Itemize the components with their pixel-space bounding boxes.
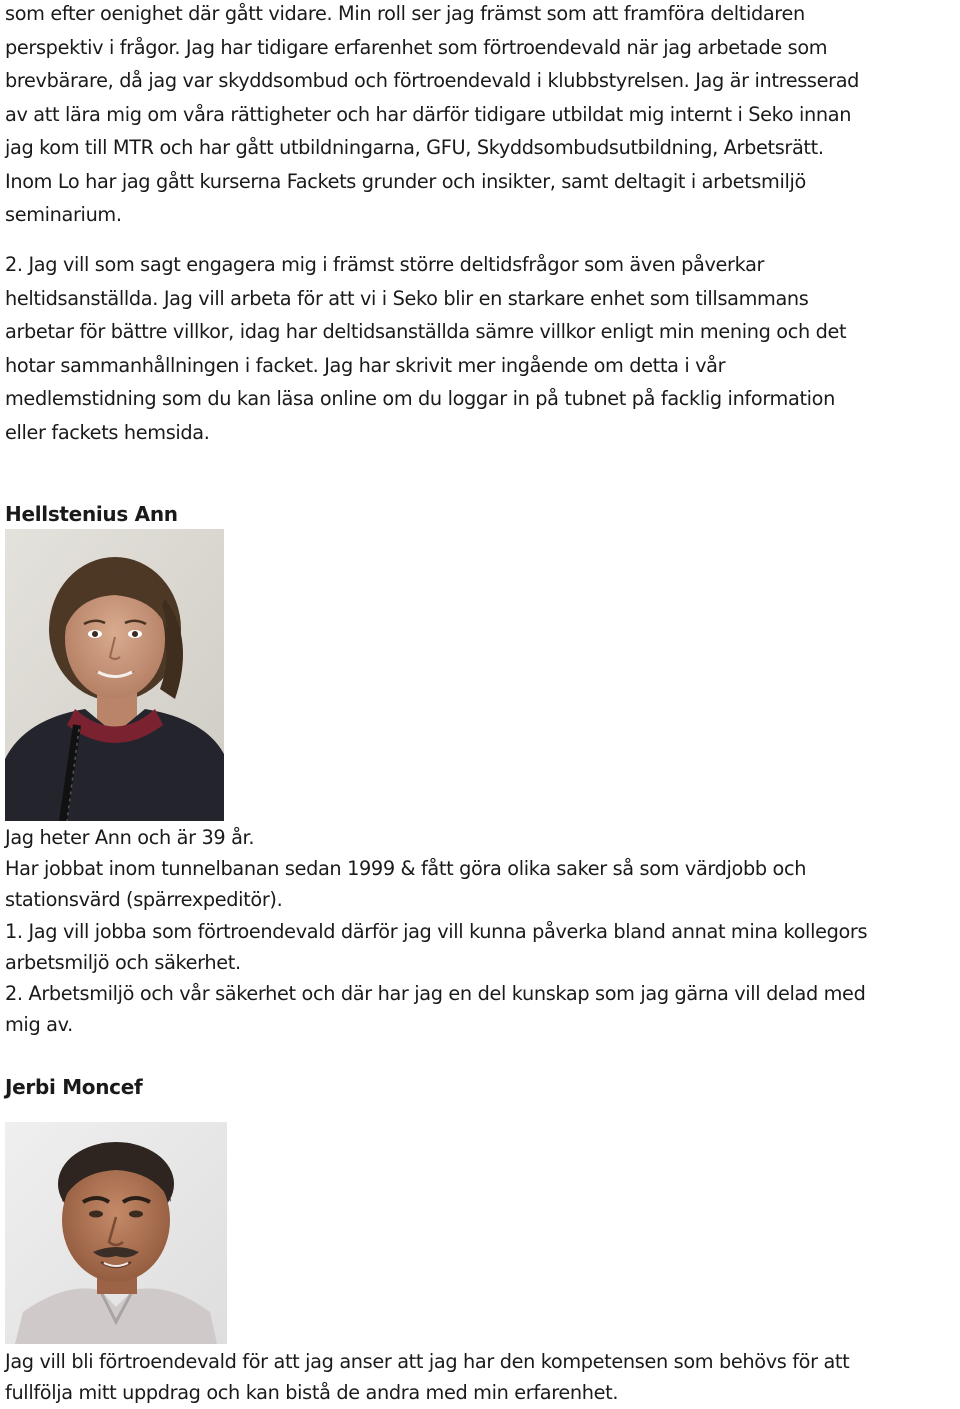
text-line: heltidsanställda. Jag vill arbeta för att vi i Seko blir en starkare enhet som tillsammans	[5, 286, 809, 310]
text-line: Inom Lo har jag gått kurserna Fackets grunder och insikter, samt deltagit i arbetsmiljö	[5, 169, 806, 193]
text-line: jag kom till MTR och har gått utbildningarna, GFU, Skyddsombudsutbildning, Arbetsrätt.	[5, 136, 824, 159]
text-line: perspektiv i frågor. Jag har tidigare erfarenhet som förtroendevald när jag arbetade som	[5, 35, 828, 59]
intro-paragraph	[5, 0, 957, 232]
text-line: av att lära mig om våra rättigheter och har därför tidigare utbildat mig internt i Seko innan	[5, 102, 852, 126]
answer-2-paragraph	[5, 248, 957, 449]
text-line: arbetsmiljö och säkerhet.	[5, 950, 241, 974]
portrait-woman-image	[5, 529, 224, 821]
text-line: Jag vill bli förtroendevald för att jag anser att jag har den kompetensen som behövs för att	[5, 1350, 850, 1373]
candidate-2-text	[5, 1346, 957, 1408]
text-line: eller fackets hemsida.	[5, 420, 210, 444]
text-line: som efter oenighet där gått vidare. Min roll ser jag främst som att framföra deltidaren	[5, 2, 805, 25]
text-line: mig av.	[5, 1013, 73, 1037]
text-line: stationsvärd (spärrexpeditör).	[5, 888, 283, 912]
candidate-1-text	[5, 822, 957, 1040]
text-line: seminarium.	[5, 203, 122, 226]
text-line: brevbärare, då jag var skyddsombud och förtroendevald i klubbstyrelsen. Jag är intresserad	[5, 69, 860, 92]
text-line: 2. Arbetsmiljö och vår säkerhet och där har jag en del kunskap som jag gärna vill delad med	[5, 982, 866, 1006]
text-line: hotar sammanhållningen i facket. Jag har skrivit mer ingående om detta i vår	[5, 353, 726, 377]
text-line: Jag heter Ann och är 39 år.	[5, 826, 255, 849]
candidate-2-name: Jerbi Moncef	[5, 1075, 143, 1099]
candidate-1-photo	[5, 529, 224, 821]
candidate-2-photo	[5, 1122, 227, 1344]
text-line: Har jobbat inom tunnelbanan sedan 1999 & fått göra olika saker så som värdjobb och	[5, 857, 807, 881]
text-line: fullfölja mitt uppdrag och kan bistå de andra med min erfarenhet.	[5, 1381, 619, 1404]
text-line: medlemstidning som du kan läsa online om du loggar in på tubnet på facklig information	[5, 387, 835, 410]
text-line: arbetar för bättre villkor, idag har deltidsanställda sämre villkor enligt min mening och det	[5, 320, 847, 343]
candidate-1-name: Hellstenius Ann	[5, 502, 178, 526]
text-line: 1. Jag vill jobba som förtroendevald därför jag vill kunna påverka bland annat mina kollegors	[5, 919, 868, 943]
text-line: 2. Jag vill som sagt engagera mig i främst större deltidsfrågor som även påverkar	[5, 253, 765, 276]
portrait-man-image	[5, 1122, 227, 1344]
